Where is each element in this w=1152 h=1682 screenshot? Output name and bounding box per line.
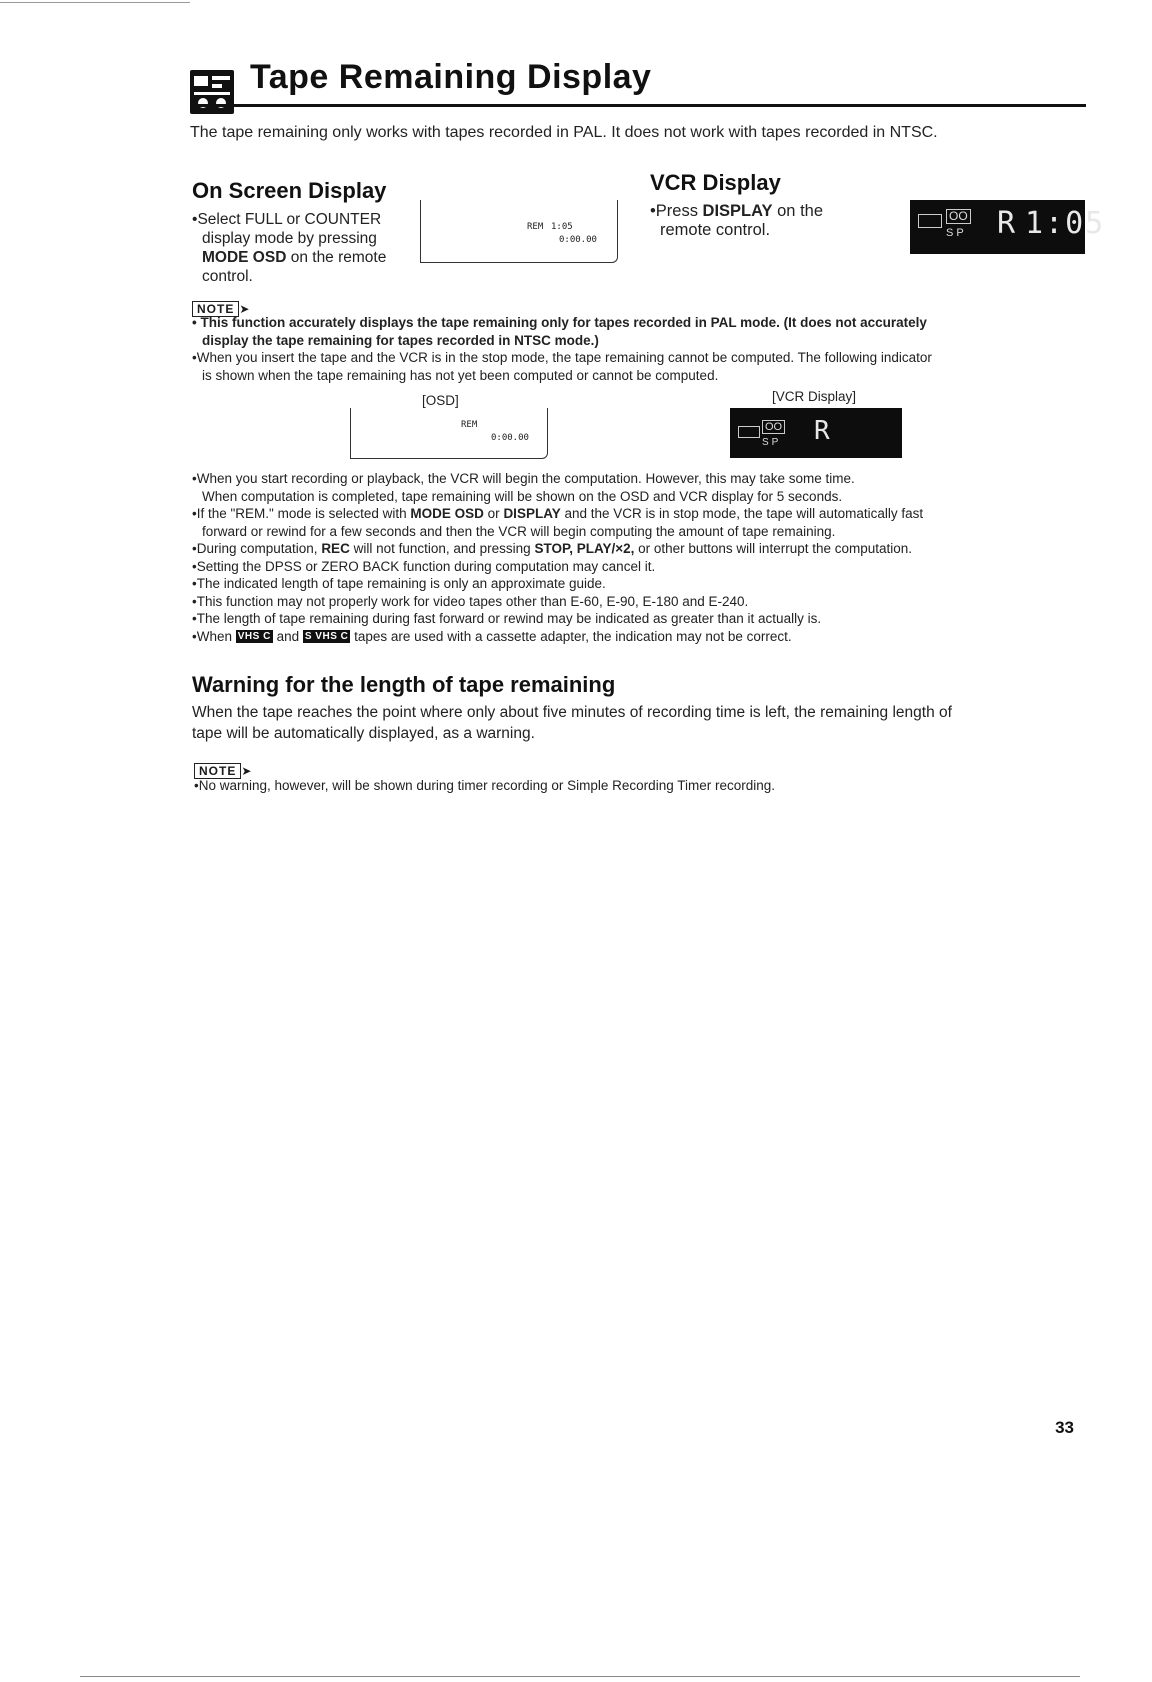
tape-remaining-icon [190,70,234,114]
display-button-label: DISPLAY [503,506,561,521]
bullet-rem-mode-a: If the "REM." mode is selected with [196,506,411,521]
bullet-glyph: • [192,350,197,365]
note-tag-label: NOTE [192,301,239,317]
bullet-start-recording: When you start recording or playback, the VCR will begin the computation. However, this may take some time. [196,471,855,486]
bullet-glyph: • [194,778,199,793]
bullet-glyph: • [192,628,197,644]
vhs-c-logo: VHS C [237,631,271,643]
note1-stop-line1: When you insert the tape and the VCR is in the stop mode, the tape remaining cannot be computed. The following indicator [196,350,932,365]
title-divider [190,104,1086,107]
bullet-glyph: • [192,471,197,486]
page-number: 33 [1055,1418,1074,1437]
bullet-glyph: • [650,202,656,220]
vcr-display-instructions [650,202,880,240]
bullet-fast-forward: The length of tape remaining during fast forward or rewind may be indicated as greater than it actually is. [196,611,822,626]
bullet-glyph: • [192,611,197,626]
osd-rem-label: REM [527,222,544,232]
computation-notes-list [192,470,1092,645]
note2-line: No warning, however, will be shown during timer recording or Simple Recording Timer recording. [198,778,775,793]
osd-screen-illustration [420,200,618,263]
bullet-glyph: • [192,211,198,228]
mode-osd-button-label: MODE OSD [202,249,287,266]
bullet-during-computation-a: During computation, [196,541,322,556]
vcr-display-caption: [VCR Display] [772,389,857,404]
warning-body [192,702,1092,744]
rec-button-label: REC [321,541,350,556]
scan-artifact-bottom-line [80,1676,1080,1677]
vcr-uncomputed-display [730,408,902,458]
osd-uncomputed-illustration [350,408,548,459]
vcr-instr-pre: Press [655,202,703,220]
osd-instr-line4: control. [202,268,253,285]
speed-indicator: SP [946,227,967,239]
bullet-glyph: • [192,593,197,609]
speed-indicator: SP [762,437,782,448]
bullet-cassette-adapter-b: and [272,628,303,644]
on-screen-display-heading: On Screen Display [192,178,387,203]
note2-text [194,777,1094,795]
warning-line1: When the tape reaches the point where only about five minutes of recording time is left, the remaining length of [192,704,952,721]
bullet-approximate: The indicated length of tape remaining is only an approximate guide. [196,576,606,591]
bullet-dpss: Setting the DPSS or ZERO BACK function during computation may cancel it. [196,558,656,574]
note1-stop-line2: is shown when the tape remaining has not yet been computed or cannot be computed. [202,367,719,383]
remaining-r-indicator: R [814,416,830,446]
remaining-time-display: 1:05 [1025,206,1106,241]
intro-text: The tape remaining only works with tapes recorded in PAL. It does not work with tapes recorded in NTSC. [190,124,938,141]
osd-rem-label-uncomputed: REM [461,420,478,430]
note-tag-label: NOTE [194,763,241,779]
note1-bold-bullet [192,314,1092,349]
cassette-icon [738,426,760,438]
mode-osd-button-label: MODE OSD [410,506,484,521]
tape-icon-label: OO [946,209,971,224]
bullet-glyph: • [192,506,197,521]
bullet-glyph: • [192,558,197,574]
bullet-rem-mode-b: or [483,506,504,521]
note1-bold-line2: display the tape remaining for tapes recorded in NTSC mode.) [202,332,599,348]
bullet-cassette-adapter-c: tapes are used with a cassette adapter, the indication may not be correct. [350,628,792,644]
tape-icon-label: OO [762,420,785,434]
page-title: Tape Remaining Display [250,58,652,96]
osd-instr-line1: Select FULL or COUNTER [197,211,382,228]
display-button-label: DISPLAY [702,202,773,220]
on-screen-display-instructions [192,210,412,286]
vcr-front-panel-display [910,200,1106,254]
bullet-cassette-adapter-a: When [196,628,236,644]
bullet-tape-types: This function may not properly work for video tapes other than E-60, E-90, E-180 and E-240. [196,593,749,609]
stop-play-button-label: STOP, PLAY/×2, [534,541,635,556]
vcr-display-heading: VCR Display [650,170,781,195]
bullet-glyph: • [192,315,197,330]
warning-line2: tape will be automatically displayed, as a warning. [192,725,535,742]
note1-bold-line1: This function accurately displays the tape remaining only for tapes recorded in PAL mode. (It does not accurately [200,315,927,330]
bullet-glyph: • [192,541,197,556]
bullet-rem-mode-cont: forward or rewind for a few seconds and then the VCR will begin computing the amount of tape remaining. [202,523,836,539]
bullet-start-recording-cont: When computation is completed, tape remaining will be shown on the OSD and VCR display for 5 seconds. [202,488,843,504]
osd-counter-uncomputed: 0:00.00 [491,433,529,443]
osd-counter: 0:00.00 [559,235,597,245]
warning-heading: Warning for the length of tape remaining [192,672,616,697]
vcr-instr-post: on the [772,202,824,220]
bullet-glyph: • [192,576,197,591]
cassette-icon [918,214,942,228]
osd-instr-line2: display mode by pressing [202,230,377,247]
bullet-rem-mode-c: and the VCR is in stop mode, the tape will automatically fast [560,506,924,521]
bullet-during-computation-b: will not function, and pressing [349,541,535,556]
svhs-c-logo: S VHS C [304,631,349,643]
scan-artifact-line [0,2,190,3]
bullet-during-computation-c: or other buttons will interrupt the computation. [634,541,913,556]
note-arrow-icon: ➤ [239,302,250,316]
note1-stop-mode-bullet [192,349,1092,384]
osd-rem-value: 1:05 [551,222,573,232]
osd-instr-line3-rest: on the remote [286,249,387,266]
vcr-instr-line2: remote control. [660,221,771,239]
remaining-r-indicator: R [997,206,1016,241]
osd-caption: [OSD] [422,393,459,408]
note-arrow-icon: ➤ [241,764,252,778]
